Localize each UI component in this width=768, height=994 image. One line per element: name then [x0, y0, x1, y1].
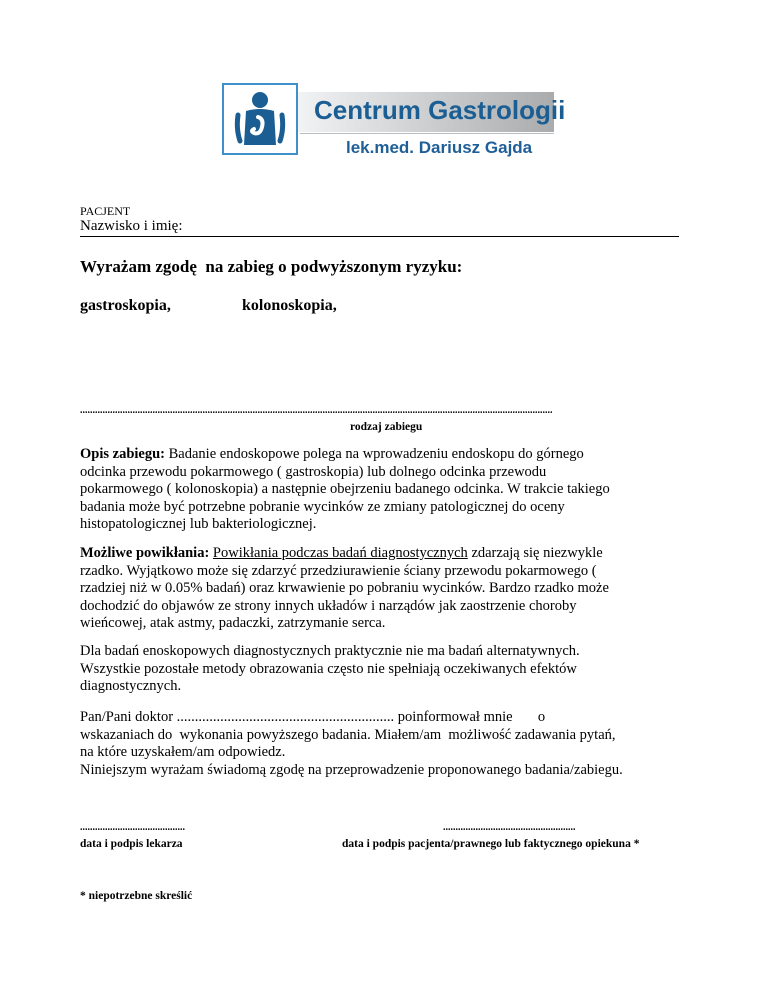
- description-line: histopatologicznej lub bakteriologicznej.: [80, 516, 317, 532]
- complications-line: wieńcowej, atak astmy, padaczki, zatrzymanie serca.: [80, 615, 386, 631]
- alternatives-paragraph: [80, 643, 680, 696]
- statement-line: na które uzyskałem/am odpowiedz.: [80, 744, 286, 760]
- complications-line: rzadziej niż w 0.05% badań) oraz krwawienie po pobraniu wycinków. Bardzo rzadko może: [80, 580, 609, 596]
- complications-paragraph: [80, 545, 680, 633]
- description-line: pokarmowego ( kolonoskopia) a następnie obejrzeniu badanego odcinka. W trakcie takiego: [80, 481, 610, 497]
- patient-signature-label: data i podpis pacjenta/prawnego lub faktycznego opiekuna *: [342, 838, 640, 850]
- footnote: * niepotrzebne skreślić: [80, 890, 193, 902]
- procedure-gastroscopy: gastroskopia,: [80, 297, 171, 314]
- procedure-colonoscopy: kolonoskopia,: [242, 297, 337, 314]
- complications-line: dochodzić do objawów ze strony innych układów i narządów jak zaostrzenie choroby: [80, 597, 577, 614]
- doctor-signature-line: ..........................................: [80, 822, 185, 833]
- statement-line: Niniejszym wyrażam świadomą zgodę na przeprowadzenie proponowanego badania/zabiegu.: [80, 761, 623, 778]
- statement-line: Pan/Pani doktor ............................................................ poinformował mnie o: [80, 709, 546, 725]
- complications-label: Możliwe powikłania:: [80, 545, 210, 561]
- consent-heading: Wyrażam zgodę na zabieg o podwyższonym ryzyku:: [80, 257, 463, 276]
- logo-divider: [300, 133, 554, 134]
- patient-signature-line: .....................................................: [443, 822, 576, 833]
- statement-paragraph: [80, 709, 680, 779]
- doctor-signature-label: data i podpis lekarza: [80, 838, 183, 850]
- complications-underlined-text: Powikłania podczas badań diagnostycznych: [212, 545, 468, 561]
- alternatives-line: Wszystkie pozostałe metody obrazowania często nie spełniają oczekiwanych efektów: [80, 660, 577, 677]
- complications-line: zdarzają się niezwykle: [467, 545, 603, 561]
- logo-title: Centrum Gastrologii: [314, 95, 566, 125]
- description-line: odcinka przewodu pokarmowego ( gastroskopia) lub dolnego odcinka przewodu: [80, 463, 547, 480]
- stomach-figure-icon: [222, 83, 298, 155]
- description-line: Badanie endoskopowe polega na wprowadzeniu endoskopu do górnego: [165, 446, 584, 462]
- description-paragraph: [80, 446, 680, 534]
- description-line: badania może być potrzebne pobranie wycinków ze zmiany patologicznej do oceny: [80, 498, 565, 515]
- patient-name-line: [80, 236, 679, 237]
- complications-line: rzadko. Wyjątkowo może się zdarzyć przedziurawienie ściany przewodu pokarmowego (: [80, 562, 597, 579]
- patient-name-label: Nazwisko i imię:: [80, 218, 183, 234]
- patient-label: PACJENT: [80, 204, 131, 218]
- description-label: Opis zabiegu:: [80, 446, 165, 462]
- alternatives-line: diagnostycznych.: [80, 678, 182, 694]
- statement-line: wskazaniach do wykonania powyższego badania. Miałem/am możliwość zadawania pytań,: [80, 726, 616, 743]
- procedure-type-dotted-line: .............................................................................................................................................................................................: [80, 405, 553, 416]
- procedure-type-label: rodzaj zabiegu: [350, 421, 423, 433]
- logo-subtitle: lek.med. Dariusz Gajda: [346, 138, 533, 157]
- alternatives-line: Dla badań enoskopowych diagnostycznych praktycznie nie ma badań alternatywnych.: [80, 643, 580, 659]
